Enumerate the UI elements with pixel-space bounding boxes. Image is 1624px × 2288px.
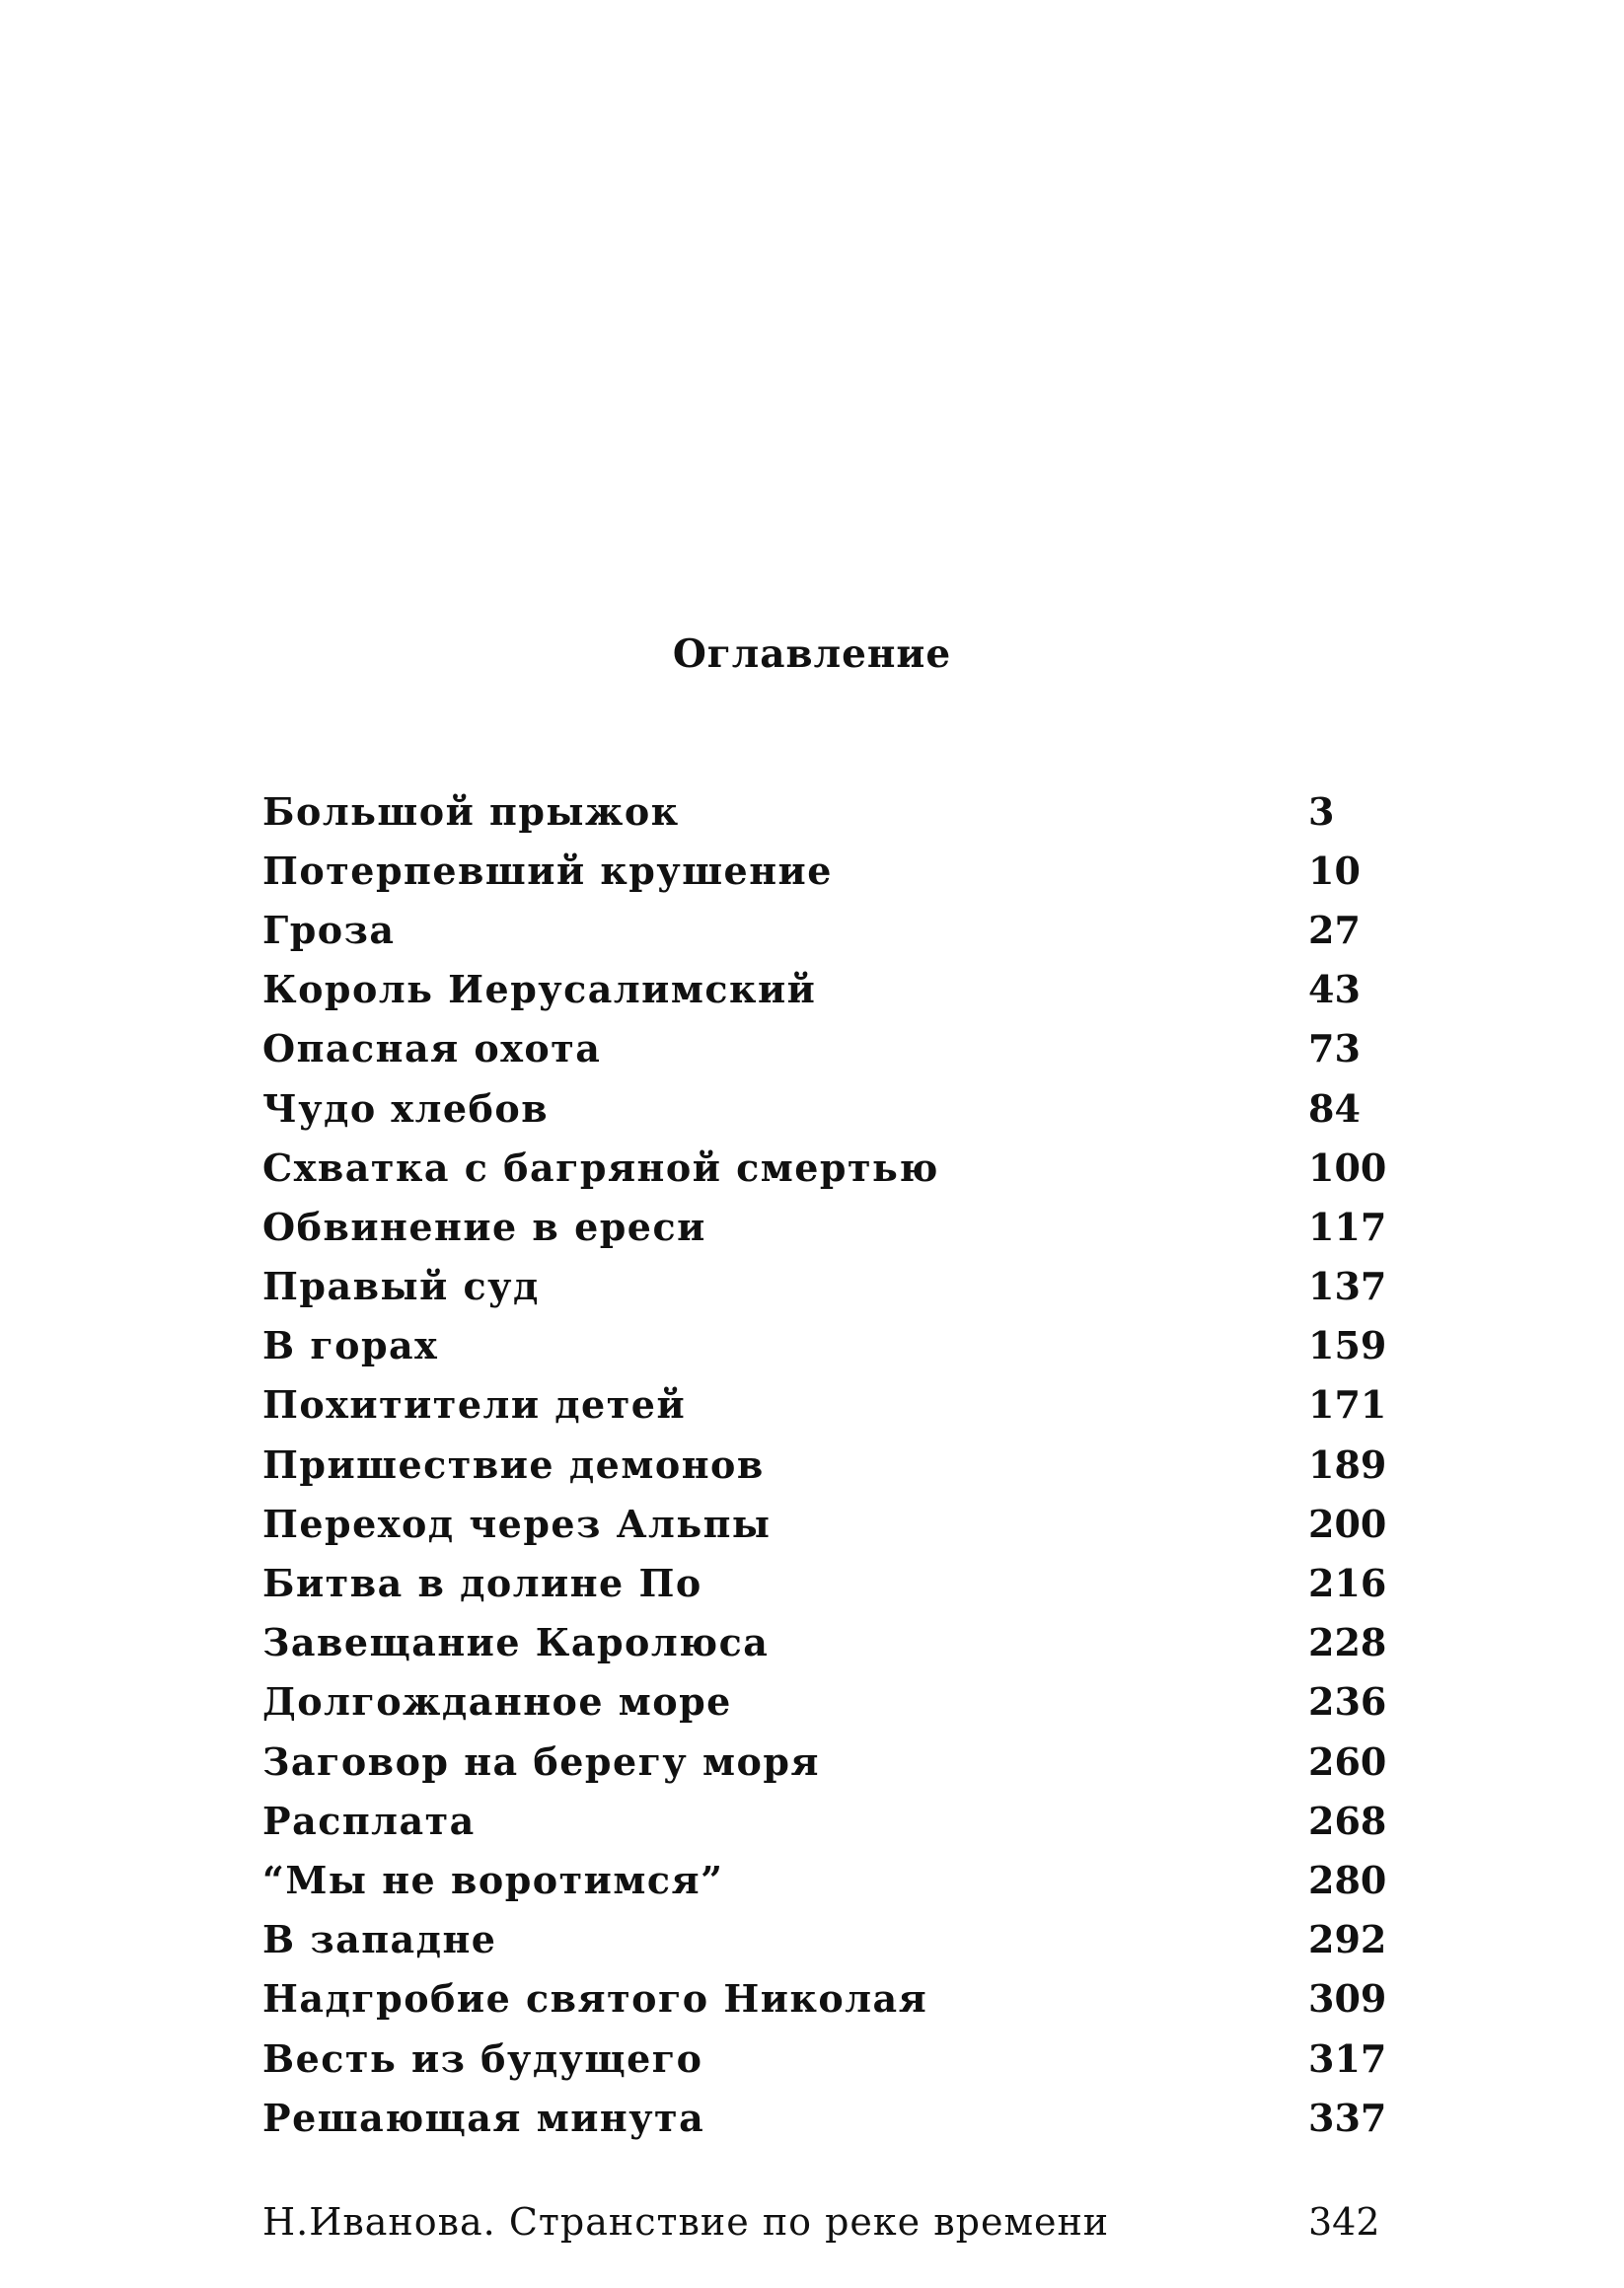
toc-entry-page: 43	[1308, 967, 1361, 1012]
toc-entry	[262, 1791, 1397, 1850]
toc-entry-title: “Мы не воротимся”	[262, 1857, 724, 1902]
toc-entry-page: 3	[1308, 788, 1335, 834]
toc-entry-title: Переход через Альпы	[262, 1501, 772, 1546]
toc-entry	[262, 2088, 1397, 2147]
toc-list	[262, 781, 1397, 2147]
toc-appendix-title: Н.Иванова. Странствие по реке времени	[262, 2200, 1110, 2244]
toc-entry	[262, 1850, 1397, 1909]
toc-entry	[262, 2029, 1397, 2088]
toc-appendix-entry	[262, 2192, 1397, 2251]
toc-entry-title: Надгробие святого Николая	[262, 1976, 928, 2022]
toc-entry-title: Король Иерусалимский	[262, 967, 817, 1012]
toc-entry-title: Долгожданное море	[262, 1679, 732, 1725]
toc-entry-title: Решающая минута	[262, 2095, 705, 2140]
toc-entry-page: 337	[1308, 2095, 1387, 2140]
toc-entry	[262, 781, 1397, 841]
toc-entry-title: Гроза	[262, 907, 396, 952]
toc-entry	[262, 1732, 1397, 1791]
toc-entry	[262, 1494, 1397, 1553]
toc-entry-page: 228	[1308, 1620, 1387, 1665]
toc-entry-page: 268	[1308, 1798, 1387, 1843]
toc-entry	[262, 1969, 1397, 2029]
toc-entry-title: Заговор на берегу моря	[262, 1738, 820, 1784]
toc-entry-title: Обвинение в ереси	[262, 1204, 706, 1249]
toc-entry	[262, 960, 1397, 1019]
toc-entry	[262, 1257, 1397, 1316]
toc-entry-page: 159	[1308, 1323, 1387, 1368]
toc-entry-title: Потерпевший крушение	[262, 848, 833, 893]
toc-entry-page: 280	[1308, 1857, 1387, 1902]
toc-entry-page: 100	[1308, 1144, 1387, 1190]
toc-entry-title: Завещание Каролюса	[262, 1620, 770, 1665]
toc-entry	[262, 1375, 1397, 1435]
toc-entry-page: 73	[1308, 1026, 1361, 1071]
toc-entry	[262, 1910, 1397, 1969]
toc-entry-page: 200	[1308, 1501, 1387, 1546]
toc-entry-page: 260	[1308, 1738, 1387, 1784]
toc-entry-title: Расплата	[262, 1798, 476, 1843]
toc-entry-page: 317	[1308, 2035, 1387, 2081]
toc-entry	[262, 1019, 1397, 1078]
toc-entry-title: В горах	[262, 1323, 439, 1368]
page-title: Оглавление	[672, 631, 952, 677]
toc-entry-page: 137	[1308, 1264, 1387, 1309]
toc-entry-title: Пришествие демонов	[262, 1441, 765, 1487]
toc-entry	[262, 841, 1397, 900]
toc-entry	[262, 1613, 1397, 1672]
toc-entry-title: В западне	[262, 1917, 497, 1962]
toc-entry-page: 27	[1308, 907, 1361, 952]
toc-entry-page: 189	[1308, 1441, 1387, 1487]
toc-entry-title: Схватка с багряной смертью	[262, 1144, 939, 1190]
toc-entry-page: 309	[1308, 1976, 1387, 2022]
toc-entry-page: 84	[1308, 1085, 1361, 1131]
toc-entry	[262, 1672, 1397, 1732]
toc-entry-page: 117	[1308, 1204, 1387, 1249]
toc-entry	[262, 1435, 1397, 1494]
toc-entry-title: Чудо хлебов	[262, 1085, 550, 1131]
toc-entry	[262, 1078, 1397, 1138]
toc-entry-title: Большой прыжок	[262, 788, 680, 834]
toc-entry-page: 292	[1308, 1917, 1387, 1962]
toc-entry	[262, 1197, 1397, 1256]
toc-appendix-page: 342	[1308, 2200, 1380, 2244]
toc-entry-title: Похитители детей	[262, 1382, 687, 1428]
toc-entry-title: Правый суд	[262, 1264, 540, 1309]
toc-entry-title: Опасная охота	[262, 1026, 602, 1071]
toc-entry-page: 171	[1308, 1382, 1387, 1428]
toc-entry-page: 10	[1308, 848, 1361, 893]
toc-entry	[262, 900, 1397, 959]
toc-entry-page: 216	[1308, 1561, 1387, 1606]
toc-entry-title: Битва в долине По	[262, 1561, 702, 1606]
toc-entry	[262, 1138, 1397, 1197]
toc-entry	[262, 1553, 1397, 1612]
toc-entry-page: 236	[1308, 1679, 1387, 1725]
toc-entry	[262, 1316, 1397, 1375]
toc-entry-title: Весть из будущего	[262, 2035, 703, 2081]
